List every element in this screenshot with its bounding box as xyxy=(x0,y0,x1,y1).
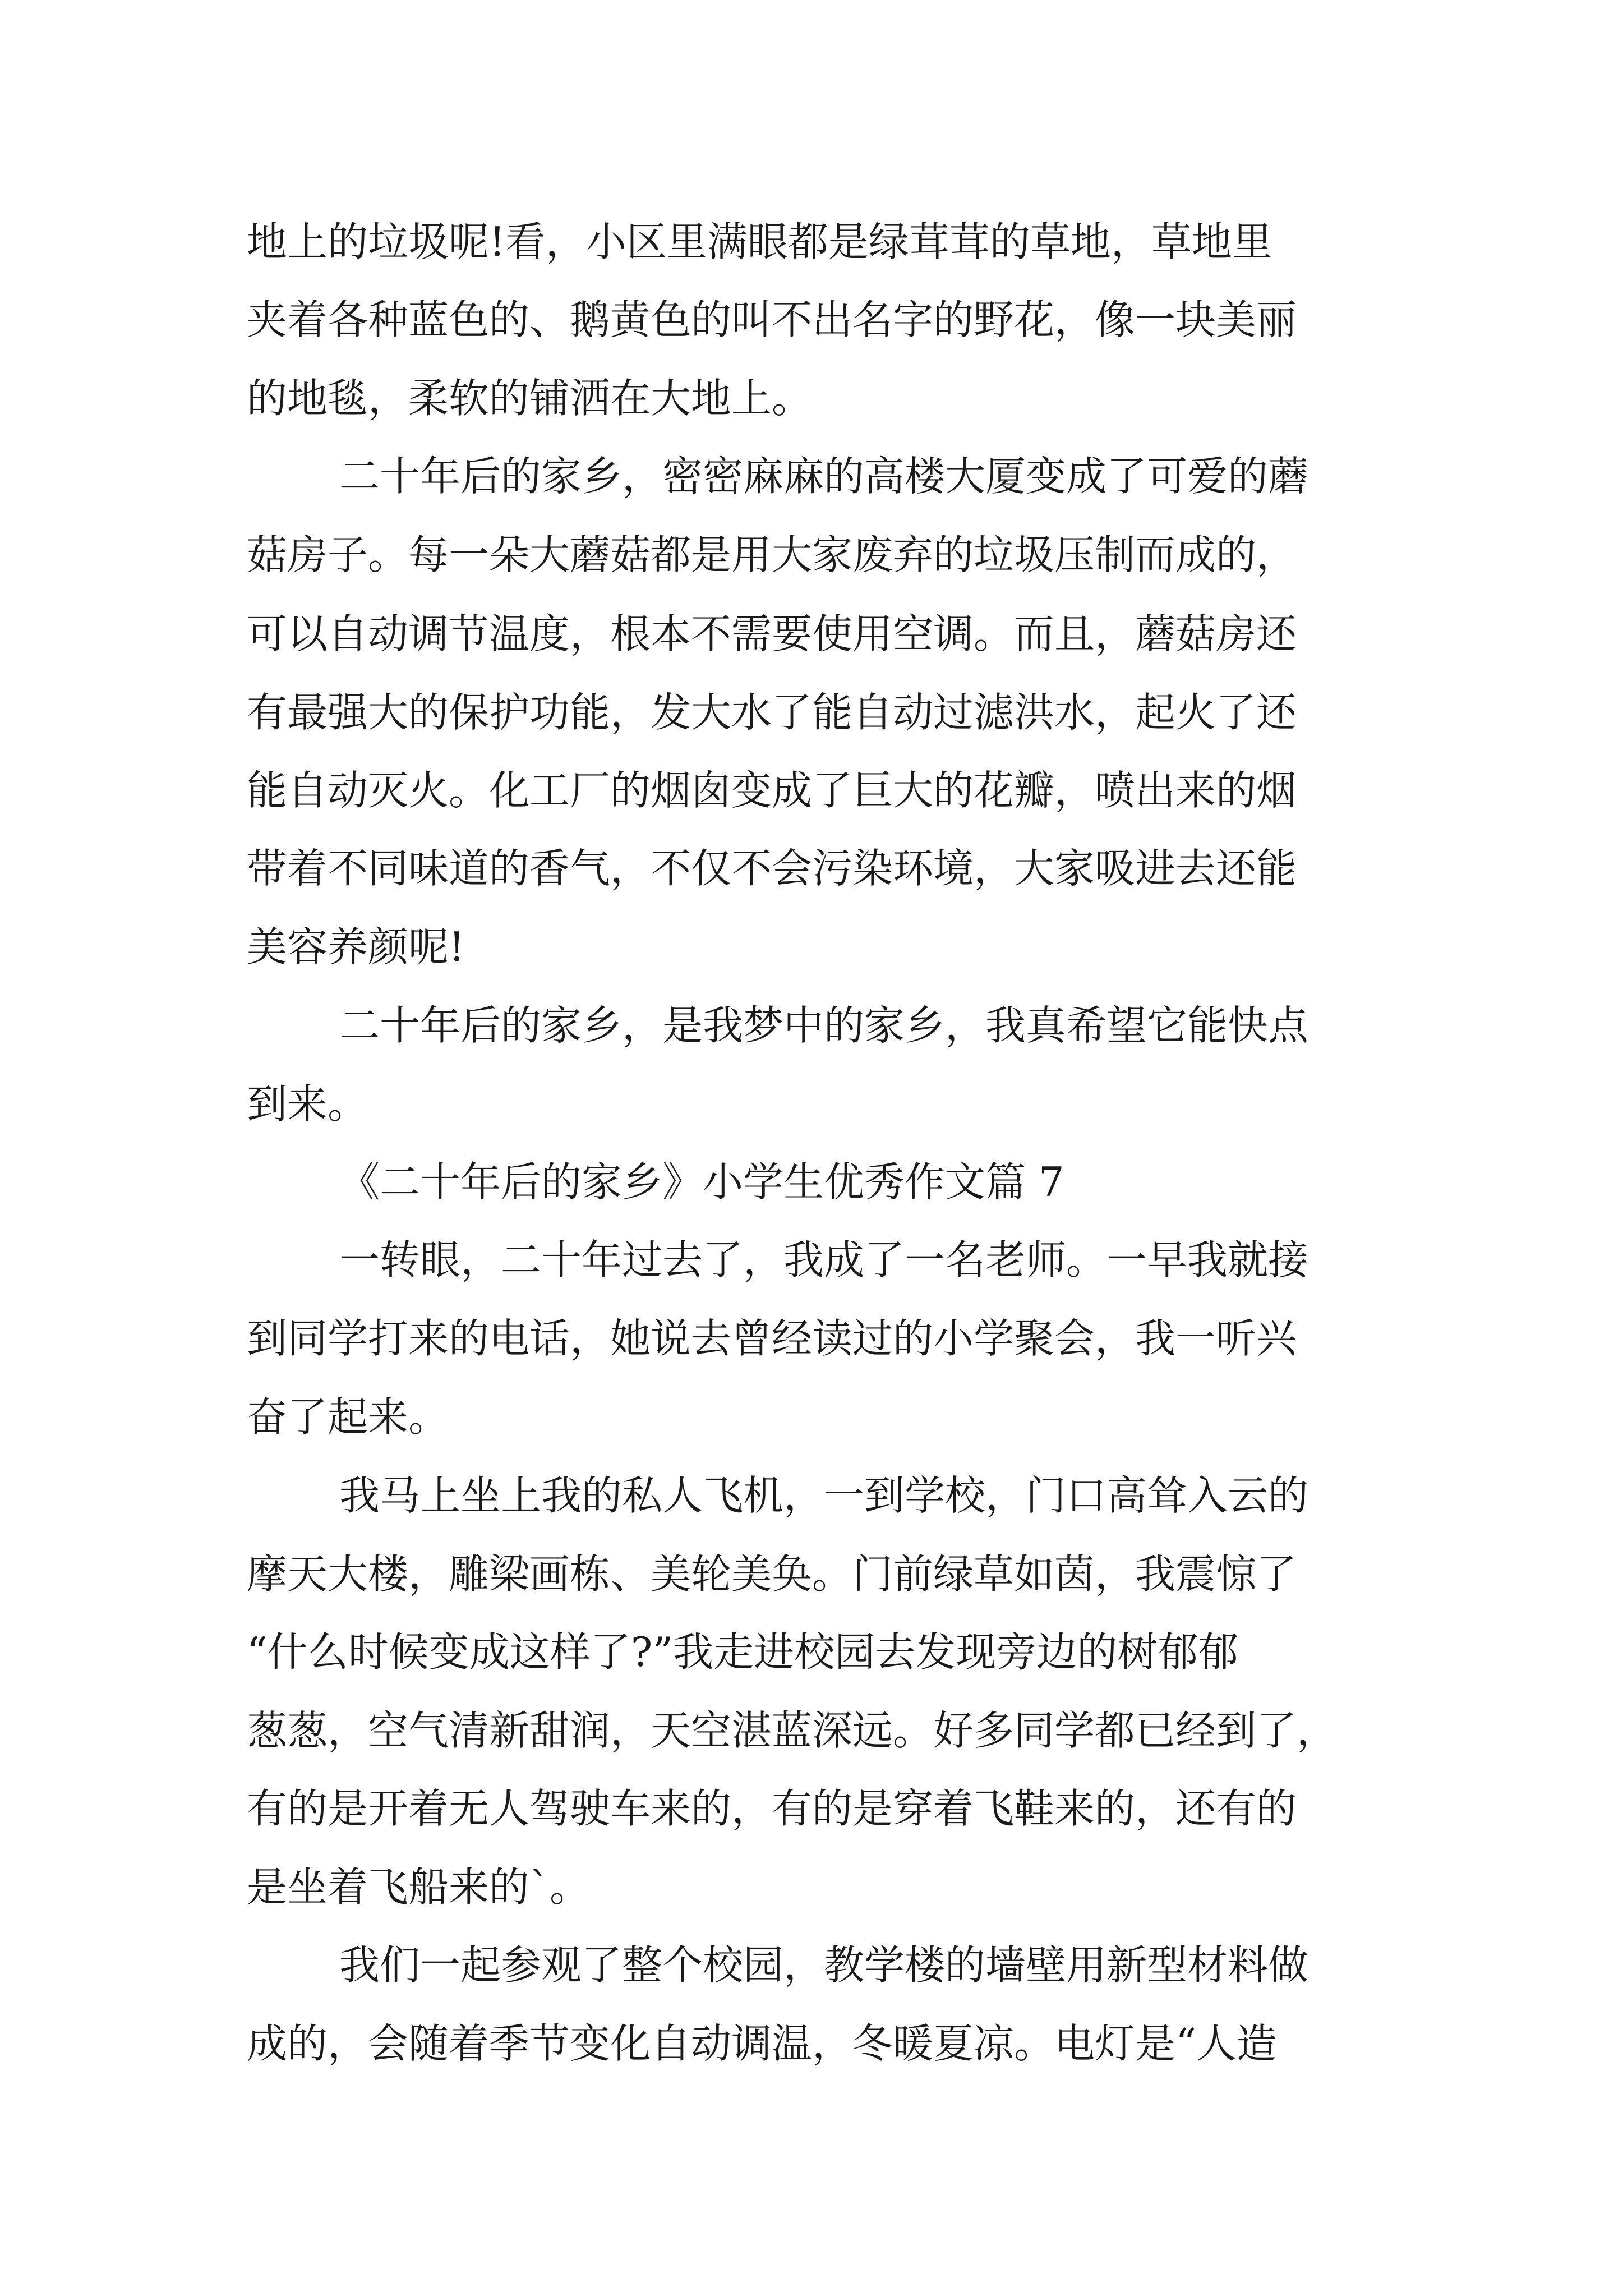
text-line: “什么时候变成这样了?”我走进校园去发现旁边的树郁郁 xyxy=(247,1628,1239,1676)
text-line: 有的是开着无人驾驶车来的，有的是穿着飞鞋来的，还有的 xyxy=(247,1785,1297,1832)
text-line: 菇房子。每一朵大蘑菇都是用大家废弃的垃圾压制而成的， xyxy=(247,531,1297,578)
text-line: 是坐着飞船来的`。 xyxy=(247,1864,591,1911)
text-line: 葱葱，空气清新甜润，天空湛蓝深远。好多同学都已经到了， xyxy=(247,1707,1338,1754)
text-line: 奋了起来。 xyxy=(247,1393,449,1441)
text-line: 二十年后的家乡，是我梦中的家乡，我真希望它能快点 xyxy=(339,1002,1309,1049)
section-heading: 《二十年后的家乡》小学生优秀作文篇 7 xyxy=(339,1158,1064,1205)
text-line: 到来。 xyxy=(247,1080,368,1128)
text-line: 一转眼，二十年过去了，我成了一名老师。一早我就接 xyxy=(339,1236,1309,1283)
text-line: 我们一起参观了整个校园，教学楼的墙壁用新型材料做 xyxy=(339,1941,1309,1989)
text-line: 有最强大的保护功能，发大水了能自动过滤洪水，起火了还 xyxy=(247,689,1297,736)
text-line: 可以自动调节温度，根本不需要使用空调。而且，蘑菇房还 xyxy=(247,610,1297,657)
text-line: 夹着各种蓝色的、鹅黄色的叫不出名字的野花，像一块美丽 xyxy=(247,296,1297,343)
text-line: 地上的垃圾呢!看，小区里满眼都是绿茸茸的草地，草地里 xyxy=(247,218,1272,265)
text-line: 的地毯，柔软的铺洒在大地上。 xyxy=(247,375,813,422)
text-line: 美容养颜呢! xyxy=(247,923,465,970)
text-line: 摩天大楼，雕梁画栋、美轮美奂。门前绿草如茵，我震惊了 xyxy=(247,1550,1297,1598)
text-line: 带着不同味道的香气，不仅不会污染环境，大家吸进去还能 xyxy=(247,845,1297,892)
text-line: 到同学打来的电话，她说去曾经读过的小学聚会，我一听兴 xyxy=(247,1315,1297,1362)
text-line: 我马上坐上我的私人飞机，一到学校，门口高耸入云的 xyxy=(339,1472,1309,1519)
text-line: 能自动灭火。化工厂的烟囱变成了巨大的花瓣，喷出来的烟 xyxy=(247,767,1297,814)
text-line: 成的，会随着季节变化自动调温，冬暖夏凉。电灯是“人造 xyxy=(247,2020,1277,2067)
text-line: 二十年后的家乡，密密麻麻的高楼大厦变成了可爱的蘑 xyxy=(339,453,1309,500)
